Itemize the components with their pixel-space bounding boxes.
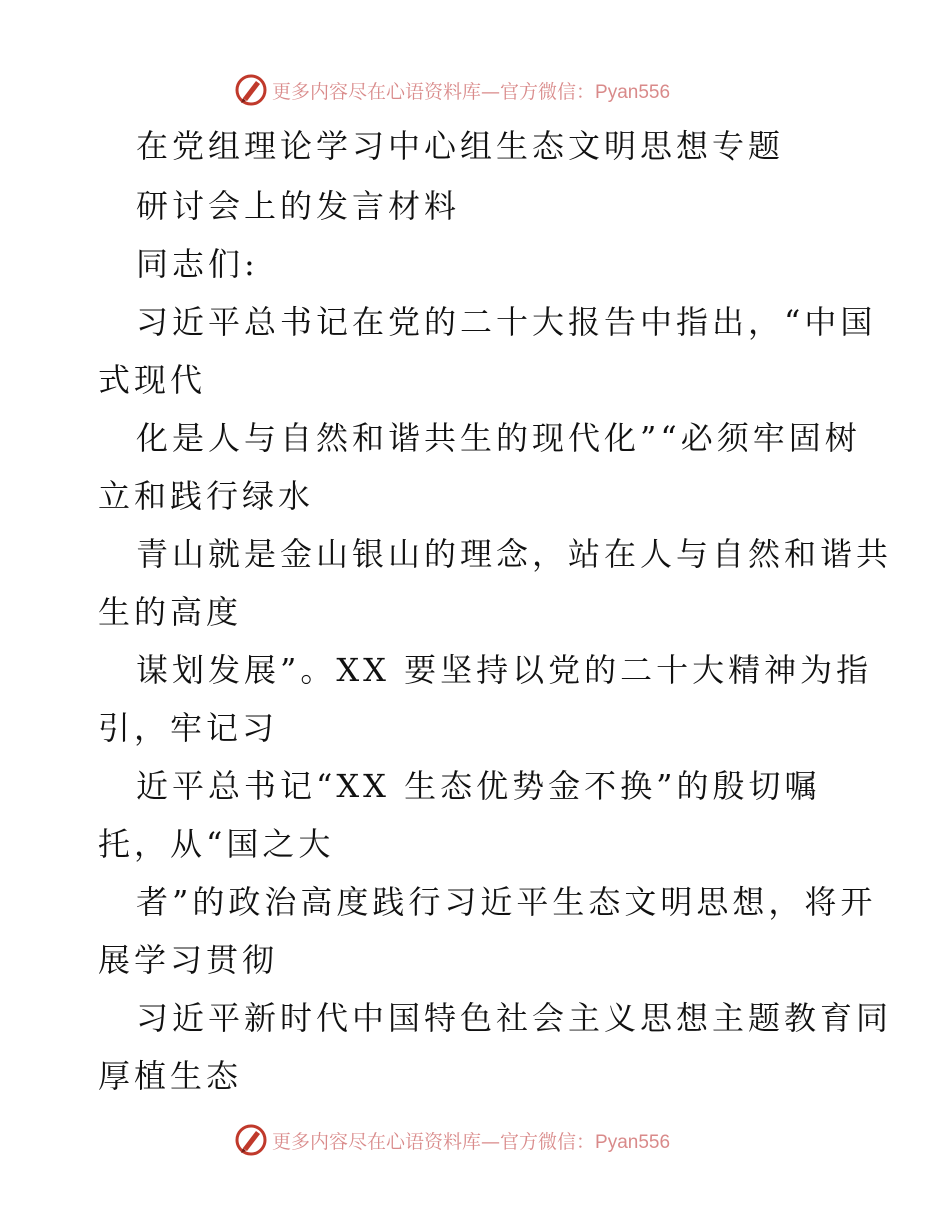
wechat-id: Pyan556 — [595, 81, 671, 103]
document-title-line-1: 在党组理论学习中心组生态文明思想专题 — [136, 127, 785, 165]
paragraph-line: 引，牢记习 — [98, 709, 279, 747]
document-title-line-2: 研讨会上的发言材料 — [136, 187, 461, 225]
paragraph-line: 生的高度 — [98, 593, 243, 631]
paragraph-line: 青山就是金山银山的理念，站在人与自然和谐共 — [136, 535, 893, 573]
paragraph-line: 托，从“国之大 — [98, 825, 335, 863]
paragraph-line: 展学习贯彻 — [98, 941, 279, 979]
paragraph-line: 者”的政治高度践行习近平生态文明思想，将开 — [136, 883, 877, 921]
paragraph-line: 式现代 — [98, 361, 207, 399]
paragraph-line: 谋划发展”。XX 要坚持以党的二十大精神为指 — [136, 651, 873, 689]
paragraph-line: 厚植生态 — [98, 1057, 243, 1095]
paragraph-line: 习近平总书记在党的二十大报告中指出，“中国 — [136, 303, 877, 341]
logo-pen-icon — [234, 1123, 268, 1157]
salutation: 同志们: — [136, 245, 259, 283]
footer-banner — [234, 1122, 670, 1158]
banner-text: 更多内容尽在心语资料库—官方微信：Pyan556 — [272, 80, 671, 103]
paragraph-line: 近平总书记“XX 生态优势金不换”的殷切嘱 — [136, 767, 821, 805]
paragraph-line: 立和践行绿水 — [98, 477, 315, 515]
wechat-id: Pyan556 — [595, 1131, 671, 1153]
banner-text: 更多内容尽在心语资料库—官方微信：Pyan556 — [272, 1130, 671, 1153]
paragraph-line: 习近平新时代中国特色社会主义思想主题教育同 — [136, 999, 893, 1037]
paragraph-line: 化是人与自然和谐共生的现代化”“必须牢固树 — [136, 419, 861, 457]
